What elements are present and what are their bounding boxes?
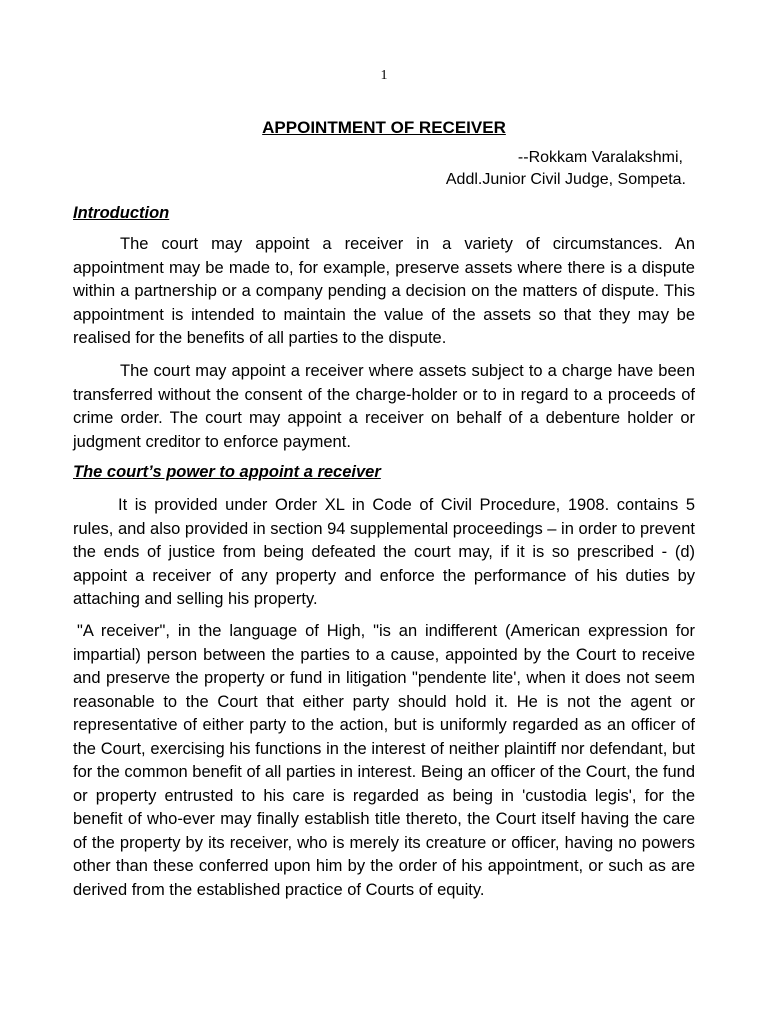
paragraph: The court may appoint a receiver where assets subject to a charge have been transferred without the consent of the charge-holder or to in regard to a proceeds of crime order. The court may appoint a receiver on behalf of a debenture holder or judgment creditor to enforce payment. (73, 362, 695, 451)
author-name: --Rokkam Varalakshmi, (517, 149, 683, 166)
document-page (73, 0, 695, 1024)
paragraph: The court may appoint a receiver in a variety of circumstances. An appointment may be made to, for example, preserve assets where there is a dispute within a partnership or a company pending a decision on the matters of dispute. This appointment is intended to maintain the value of the assets so that they may be realised for the benefits of all parties to the dispute. (73, 235, 695, 347)
paragraph: It is provided under Order XL in Code of Civil Procedure, 1908. contains 5 rules, and also provided in section 94 supplemental proceedings – in order to prevent the ends of justice from being defeated the court may, if it is so prescribed - (d) appoint a receiver of any property and enforce the performance of his duties by attaching and selling his property. (73, 496, 695, 608)
page-number: 1 (380, 68, 388, 83)
section-heading-power: The court’s power to appoint a receiver (73, 463, 381, 481)
author-block (446, 147, 686, 191)
document-title: APPOINTMENT OF RECEIVER (262, 118, 506, 137)
author-designation: Addl.Junior Civil Judge, Sompeta. (445, 171, 686, 188)
paragraph: "A receiver", in the language of High, "is an indifferent (American expression for impartial) person between the parties to a cause, appointed by the Court to receive and preserve the property or fund in litigation "pendente lite', when it does not seem reasonable to the Court that either party should hold it. He is not the agent or representative of either party to the action, but is uniformly regarded as an officer of the Court, exercising his functions in the interest of neither plaintiff nor defendant, but for the common benefit of all parties in interest. Being an officer of the Court, the fund or property entrusted to his care is regarded as being in 'custodia legis', for the benefit of who-ever may finally establish title thereto, the Court itself having the care of the property by its receiver, who is merely its creature or officer, having no powers other than these conferred upon him by the order of his appointment, or such as are derived from the established practice of Courts of equity. (73, 622, 695, 899)
section-heading-introduction: Introduction (73, 204, 170, 222)
